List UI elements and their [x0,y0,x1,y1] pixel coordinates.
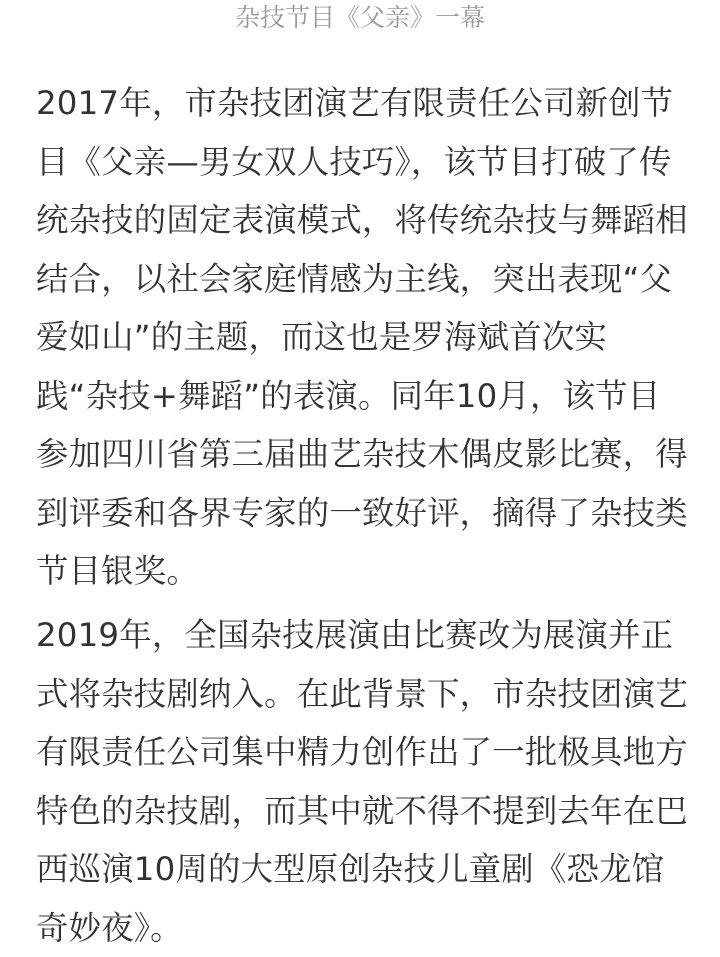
article-paragraph-1: 2017年，市杂技团演艺有限责任公司新创节目《父亲—男女双人技巧》，该节目打破了传统杂技的固定表演模式，将传统杂技与舞蹈相结合，以社会家庭情感为主线，突出表现“父爱如山”的主题，而这也是罗海斌首次实践“杂技+舞蹈”的表演。同年10月，该节目参加四川省第三届曲艺杂技木偶皮影比赛，得到评委和各界专家的一致好评，摘得了杂技类节目银奖。 [36,84,688,590]
article-paragraph-2: 2019年，全国杂技展演由比赛改为展演并正式将杂技剧纳入。在此背景下，市杂技团演艺有限责任公司集中精力创作出了一批极具地方特色的杂技剧，而其中就不得不提到去年在巴西巡演10周的大型原创杂技儿童剧《恐龙馆奇妙夜》。 [36,616,688,947]
image-caption: 杂技节目《父亲》一幕 [234,3,485,32]
